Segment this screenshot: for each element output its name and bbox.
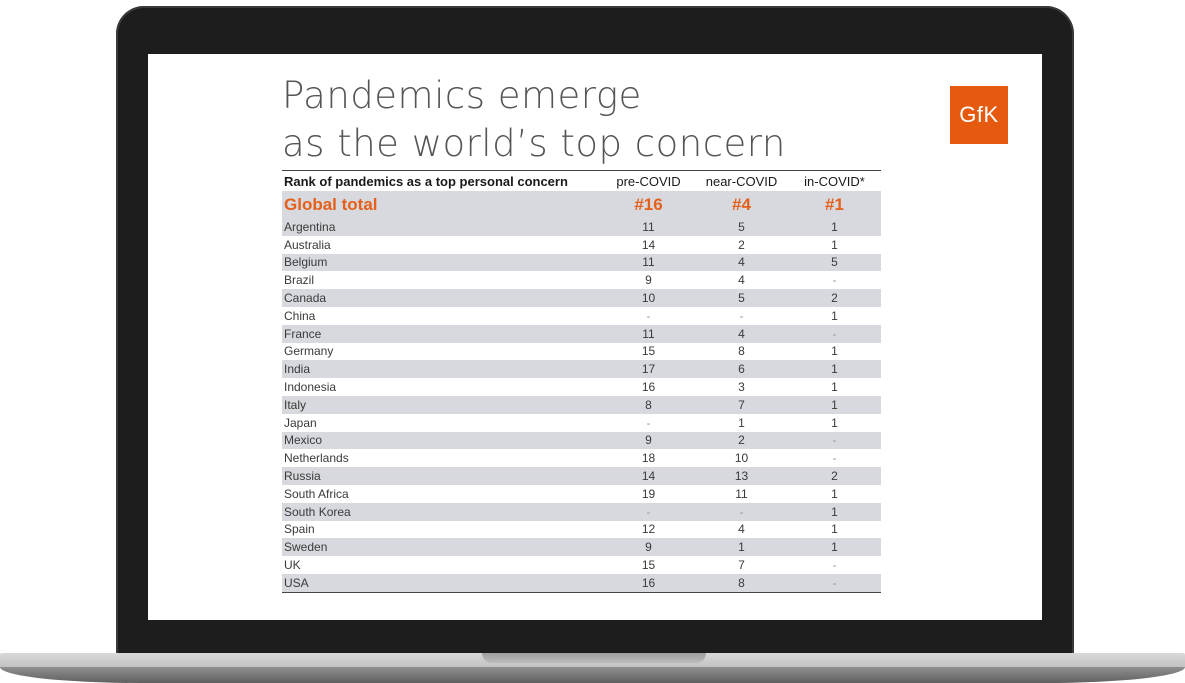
header-in-covid: in-COVID* <box>804 173 865 189</box>
in-covid-cell: 1 <box>788 521 881 539</box>
in-covid-cell: - <box>788 271 881 289</box>
global-in: #1 <box>788 191 881 218</box>
table-row <box>282 467 881 485</box>
near-covid-cell: 2 <box>695 432 788 450</box>
in-covid-cell: 1 <box>788 307 881 325</box>
near-covid-cell: 5 <box>695 289 788 307</box>
header-pre-covid: pre-COVID <box>616 173 681 189</box>
country-cell: Japan <box>282 414 602 432</box>
in-covid-cell: 1 <box>788 414 881 432</box>
laptop-notch <box>482 653 706 663</box>
country-cell: Canada <box>282 289 602 307</box>
near-covid-cell: 13 <box>695 467 788 485</box>
near-covid-cell: 7 <box>695 396 788 414</box>
country-cell: Netherlands <box>282 449 602 467</box>
in-covid-cell: 2 <box>788 289 881 307</box>
slide-title <box>282 72 842 168</box>
table-row <box>282 236 881 254</box>
slide-title-line-1: Pandemics emerge <box>282 74 642 117</box>
laptop-base-bottom <box>0 667 1185 683</box>
table-row <box>282 254 881 272</box>
country-cell: Italy <box>282 396 602 414</box>
country-cell: Australia <box>282 236 602 254</box>
pre-covid-cell: 18 <box>602 449 695 467</box>
country-cell: Brazil <box>282 271 602 289</box>
country-cell: UK <box>282 556 602 574</box>
near-covid-cell: 8 <box>695 574 788 592</box>
in-covid-cell: 2 <box>788 467 881 485</box>
table-row <box>282 360 881 378</box>
in-covid-cell: 1 <box>788 485 881 503</box>
near-covid-cell: 1 <box>695 538 788 556</box>
table-row <box>282 271 881 289</box>
near-covid-cell: 4 <box>695 521 788 539</box>
country-cell: China <box>282 307 602 325</box>
gfk-logo <box>950 86 1008 144</box>
pre-covid-cell: 15 <box>602 556 695 574</box>
country-cell: South Africa <box>282 485 602 503</box>
pre-covid-cell: 8 <box>602 396 695 414</box>
pre-covid-cell: 17 <box>602 360 695 378</box>
in-covid-cell: 5 <box>788 254 881 272</box>
near-covid-cell: 2 <box>695 236 788 254</box>
in-covid-cell: 1 <box>788 218 881 236</box>
near-covid-cell: 7 <box>695 556 788 574</box>
pre-covid-cell: 11 <box>602 218 695 236</box>
header-near-covid: near-COVID <box>705 173 778 189</box>
near-covid-cell: 4 <box>695 325 788 343</box>
in-covid-cell: - <box>788 432 881 450</box>
header-concern: Rank of pandemics as a top personal concern <box>284 173 568 189</box>
table-row <box>282 414 881 432</box>
near-covid-cell: - <box>695 503 788 521</box>
country-cell: Argentina <box>282 218 602 236</box>
near-covid-cell: 4 <box>695 254 788 272</box>
gfk-logo-text: GfK <box>959 102 999 127</box>
country-cell: India <box>282 360 602 378</box>
global-total-row <box>282 191 881 218</box>
near-covid-cell: 1 <box>695 414 788 432</box>
pre-covid-cell: 11 <box>602 254 695 272</box>
table-row <box>282 325 881 343</box>
global-pre: #16 <box>602 191 695 218</box>
table-row <box>282 574 881 592</box>
country-cell: Spain <box>282 521 602 539</box>
near-covid-cell: 10 <box>695 449 788 467</box>
table-row <box>282 485 881 503</box>
pre-covid-cell: 9 <box>602 271 695 289</box>
pre-covid-cell: 16 <box>602 378 695 396</box>
country-cell: France <box>282 325 602 343</box>
pre-covid-cell: 11 <box>602 325 695 343</box>
country-cell: Mexico <box>282 432 602 450</box>
pre-covid-cell: 9 <box>602 432 695 450</box>
in-covid-cell: 1 <box>788 538 881 556</box>
near-covid-cell: 5 <box>695 218 788 236</box>
pre-covid-cell: - <box>602 307 695 325</box>
table-row <box>282 289 881 307</box>
table-row <box>282 449 881 467</box>
country-cell: Russia <box>282 467 602 485</box>
pre-covid-cell: 15 <box>602 343 695 361</box>
laptop-screen <box>148 54 1042 620</box>
in-covid-cell: 1 <box>788 343 881 361</box>
near-covid-cell: 8 <box>695 343 788 361</box>
pre-covid-cell: 16 <box>602 574 695 592</box>
table-row <box>282 538 881 556</box>
near-covid-cell: 6 <box>695 360 788 378</box>
in-covid-cell: - <box>788 325 881 343</box>
in-covid-cell: 1 <box>788 360 881 378</box>
pre-covid-cell: - <box>602 414 695 432</box>
table-row <box>282 307 881 325</box>
table-header-row <box>282 171 881 192</box>
in-covid-cell: - <box>788 556 881 574</box>
table-row <box>282 556 881 574</box>
table-row <box>282 503 881 521</box>
pre-covid-cell: - <box>602 503 695 521</box>
pre-covid-cell: 12 <box>602 521 695 539</box>
in-covid-cell: 1 <box>788 236 881 254</box>
global-total-label: Global total <box>282 191 602 218</box>
rank-table <box>282 170 881 593</box>
pre-covid-cell: 14 <box>602 467 695 485</box>
country-cell: Indonesia <box>282 378 602 396</box>
table-row <box>282 343 881 361</box>
table-row <box>282 378 881 396</box>
in-covid-cell: 1 <box>788 503 881 521</box>
pre-covid-cell: 9 <box>602 538 695 556</box>
country-cell: Sweden <box>282 538 602 556</box>
slide-title-line-2: as the world’s top concern <box>282 122 786 165</box>
in-covid-cell: - <box>788 574 881 592</box>
country-cell: South Korea <box>282 503 602 521</box>
table-row <box>282 432 881 450</box>
pre-covid-cell: 19 <box>602 485 695 503</box>
pre-covid-cell: 10 <box>602 289 695 307</box>
near-covid-cell: 4 <box>695 271 788 289</box>
in-covid-cell: 1 <box>788 378 881 396</box>
country-cell: Germany <box>282 343 602 361</box>
near-covid-cell: - <box>695 307 788 325</box>
near-covid-cell: 11 <box>695 485 788 503</box>
table-row <box>282 521 881 539</box>
pre-covid-cell: 14 <box>602 236 695 254</box>
table-row <box>282 218 881 236</box>
global-near: #4 <box>695 191 788 218</box>
near-covid-cell: 3 <box>695 378 788 396</box>
country-cell: Belgium <box>282 254 602 272</box>
in-covid-cell: 1 <box>788 396 881 414</box>
table-row <box>282 396 881 414</box>
country-cell: USA <box>282 574 602 592</box>
in-covid-cell: - <box>788 449 881 467</box>
